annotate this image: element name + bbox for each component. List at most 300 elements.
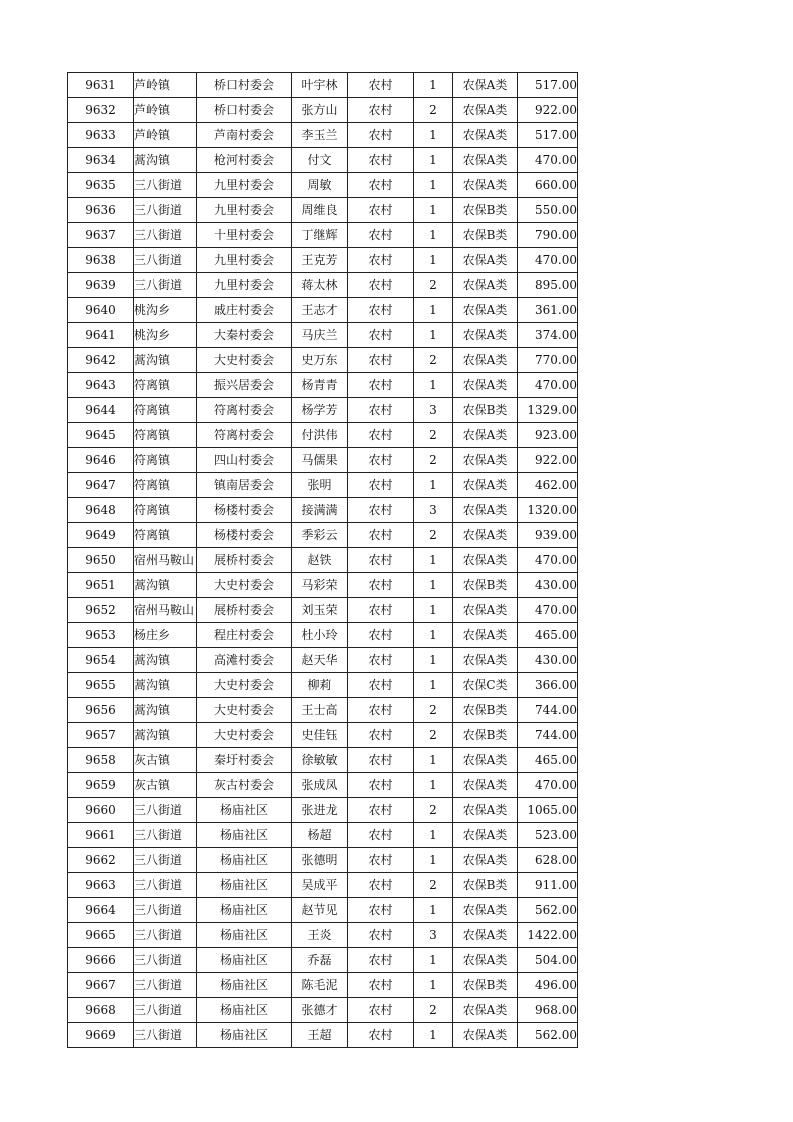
amount-cell: 462.00	[518, 473, 578, 498]
amount-cell: 1422.00	[518, 923, 578, 948]
person-name-cell: 陈毛泥	[292, 973, 348, 998]
person-name-cell: 张德才	[292, 998, 348, 1023]
village-committee-cell: 十里村委会	[197, 223, 292, 248]
person-name-cell: 叶宇林	[292, 73, 348, 98]
amount-cell: 361.00	[518, 298, 578, 323]
record-number-cell: 9651	[68, 573, 134, 598]
person-name-cell: 王超	[292, 1023, 348, 1048]
insurance-category-cell: 农保A类	[453, 298, 518, 323]
record-number-cell: 9635	[68, 173, 134, 198]
household-type-cell: 农村	[348, 98, 414, 123]
table-row	[68, 573, 578, 598]
record-number-cell: 9656	[68, 698, 134, 723]
town-cell: 三八街道	[134, 273, 197, 298]
insurance-category-cell: 农保B类	[453, 198, 518, 223]
town-cell: 三八街道	[134, 798, 197, 823]
insurance-category-cell: 农保A类	[453, 848, 518, 873]
record-number-cell: 9638	[68, 248, 134, 273]
table-row	[68, 773, 578, 798]
town-cell: 符离镇	[134, 498, 197, 523]
amount-cell: 628.00	[518, 848, 578, 873]
person-name-cell: 刘玉荣	[292, 598, 348, 623]
village-committee-cell: 振兴居委会	[197, 373, 292, 398]
town-cell: 三八街道	[134, 873, 197, 898]
insurance-category-cell: 农保A类	[453, 923, 518, 948]
insurance-category-cell: 农保A类	[453, 648, 518, 673]
record-number-cell: 9641	[68, 323, 134, 348]
amount-cell: 496.00	[518, 973, 578, 998]
household-type-cell: 农村	[348, 798, 414, 823]
village-committee-cell: 杨楼村委会	[197, 523, 292, 548]
household-type-cell: 农村	[348, 873, 414, 898]
amount-cell: 1329.00	[518, 398, 578, 423]
record-number-cell: 9649	[68, 523, 134, 548]
person-name-cell: 马儒果	[292, 448, 348, 473]
amount-cell: 562.00	[518, 898, 578, 923]
amount-cell: 523.00	[518, 823, 578, 848]
village-committee-cell: 枪河村委会	[197, 148, 292, 173]
town-cell: 蒿沟镇	[134, 573, 197, 598]
household-type-cell: 农村	[348, 898, 414, 923]
village-committee-cell: 秦圩村委会	[197, 748, 292, 773]
person-name-cell: 李玉兰	[292, 123, 348, 148]
town-cell: 芦岭镇	[134, 123, 197, 148]
town-cell: 三八街道	[134, 848, 197, 873]
table-row	[68, 998, 578, 1023]
record-number-cell: 9665	[68, 923, 134, 948]
table-row	[68, 248, 578, 273]
village-committee-cell: 大史村委会	[197, 348, 292, 373]
household-type-cell: 农村	[348, 698, 414, 723]
record-number-cell: 9640	[68, 298, 134, 323]
village-committee-cell: 大史村委会	[197, 723, 292, 748]
household-type-cell: 农村	[348, 823, 414, 848]
amount-cell: 517.00	[518, 73, 578, 98]
amount-cell: 517.00	[518, 123, 578, 148]
record-number-cell: 9661	[68, 823, 134, 848]
insurance-category-cell: 农保B类	[453, 223, 518, 248]
record-number-cell: 9634	[68, 148, 134, 173]
amount-cell: 470.00	[518, 548, 578, 573]
amount-cell: 470.00	[518, 248, 578, 273]
record-number-cell: 9631	[68, 73, 134, 98]
household-type-cell: 农村	[348, 1023, 414, 1048]
town-cell: 三八街道	[134, 198, 197, 223]
town-cell: 三八街道	[134, 898, 197, 923]
table-row	[68, 598, 578, 623]
household-type-cell: 农村	[348, 248, 414, 273]
table-row	[68, 873, 578, 898]
amount-cell: 790.00	[518, 223, 578, 248]
person-name-cell: 张明	[292, 473, 348, 498]
insurance-category-cell: 农保A类	[453, 748, 518, 773]
record-number-cell: 9662	[68, 848, 134, 873]
person-count-cell: 1	[414, 973, 453, 998]
town-cell: 符离镇	[134, 398, 197, 423]
person-name-cell: 杨学芳	[292, 398, 348, 423]
insurance-category-cell: 农保B类	[453, 873, 518, 898]
table-row	[68, 273, 578, 298]
household-type-cell: 农村	[348, 298, 414, 323]
insurance-category-cell: 农保A类	[453, 423, 518, 448]
insurance-category-cell: 农保A类	[453, 498, 518, 523]
insurance-category-cell: 农保A类	[453, 598, 518, 623]
amount-cell: 465.00	[518, 748, 578, 773]
insurance-category-cell: 农保A类	[453, 123, 518, 148]
person-count-cell: 1	[414, 573, 453, 598]
household-type-cell: 农村	[348, 398, 414, 423]
town-cell: 符离镇	[134, 423, 197, 448]
record-number-cell: 9654	[68, 648, 134, 673]
person-name-cell: 史佳钰	[292, 723, 348, 748]
person-count-cell: 1	[414, 648, 453, 673]
insurance-category-cell: 农保A类	[453, 73, 518, 98]
town-cell: 桃沟乡	[134, 298, 197, 323]
insurance-category-cell: 农保A类	[453, 623, 518, 648]
household-type-cell: 农村	[348, 498, 414, 523]
household-type-cell: 农村	[348, 273, 414, 298]
household-type-cell: 农村	[348, 448, 414, 473]
household-type-cell: 农村	[348, 923, 414, 948]
village-committee-cell: 高滩村委会	[197, 648, 292, 673]
amount-cell: 1320.00	[518, 498, 578, 523]
person-name-cell: 赵节见	[292, 898, 348, 923]
insurance-category-cell: 农保A类	[453, 823, 518, 848]
insurance-category-cell: 农保A类	[453, 273, 518, 298]
town-cell: 三八街道	[134, 173, 197, 198]
person-count-cell: 1	[414, 123, 453, 148]
person-name-cell: 蒋太林	[292, 273, 348, 298]
village-committee-cell: 符离村委会	[197, 398, 292, 423]
person-count-cell: 1	[414, 773, 453, 798]
table-row	[68, 298, 578, 323]
village-committee-cell: 符离村委会	[197, 423, 292, 448]
town-cell: 符离镇	[134, 373, 197, 398]
person-count-cell: 1	[414, 73, 453, 98]
amount-cell: 922.00	[518, 448, 578, 473]
insurance-category-cell: 农保B类	[453, 398, 518, 423]
person-name-cell: 王克芳	[292, 248, 348, 273]
record-number-cell: 9632	[68, 98, 134, 123]
town-cell: 灰古镇	[134, 773, 197, 798]
person-name-cell: 周维良	[292, 198, 348, 223]
roster-table-body	[68, 73, 578, 1048]
household-type-cell: 农村	[348, 648, 414, 673]
table-row	[68, 548, 578, 573]
table-row	[68, 648, 578, 673]
village-committee-cell: 灰古村委会	[197, 773, 292, 798]
person-count-cell: 2	[414, 998, 453, 1023]
town-cell: 符离镇	[134, 473, 197, 498]
town-cell: 宿州马鞍山	[134, 598, 197, 623]
village-committee-cell: 四山村委会	[197, 448, 292, 473]
person-count-cell: 1	[414, 173, 453, 198]
insurance-category-cell: 农保A类	[453, 373, 518, 398]
household-type-cell: 农村	[348, 773, 414, 798]
insurance-category-cell: 农保B类	[453, 573, 518, 598]
person-name-cell: 赵天华	[292, 648, 348, 673]
record-number-cell: 9633	[68, 123, 134, 148]
table-row	[68, 498, 578, 523]
person-count-cell: 2	[414, 873, 453, 898]
insurance-category-cell: 农保A类	[453, 898, 518, 923]
record-number-cell: 9650	[68, 548, 134, 573]
insurance-category-cell: 农保A类	[453, 1023, 518, 1048]
person-name-cell: 季彩云	[292, 523, 348, 548]
person-name-cell: 徐敏敏	[292, 748, 348, 773]
record-number-cell: 9668	[68, 998, 134, 1023]
person-count-cell: 2	[414, 423, 453, 448]
record-number-cell: 9652	[68, 598, 134, 623]
person-name-cell: 杨青青	[292, 373, 348, 398]
person-count-cell: 1	[414, 298, 453, 323]
table-row	[68, 123, 578, 148]
village-committee-cell: 大史村委会	[197, 673, 292, 698]
household-type-cell: 农村	[348, 523, 414, 548]
person-name-cell: 马庆兰	[292, 323, 348, 348]
person-count-cell: 3	[414, 498, 453, 523]
household-type-cell: 农村	[348, 473, 414, 498]
town-cell: 蒿沟镇	[134, 348, 197, 373]
amount-cell: 550.00	[518, 198, 578, 223]
town-cell: 桃沟乡	[134, 323, 197, 348]
village-committee-cell: 展桥村委会	[197, 548, 292, 573]
amount-cell: 465.00	[518, 623, 578, 648]
table-row	[68, 723, 578, 748]
insurance-category-cell: 农保B类	[453, 698, 518, 723]
household-type-cell: 农村	[348, 123, 414, 148]
village-committee-cell: 九里村委会	[197, 173, 292, 198]
village-committee-cell: 大史村委会	[197, 698, 292, 723]
amount-cell: 744.00	[518, 698, 578, 723]
village-committee-cell: 大秦村委会	[197, 323, 292, 348]
person-count-cell: 1	[414, 248, 453, 273]
insurance-category-cell: 农保A类	[453, 548, 518, 573]
insurance-category-cell: 农保A类	[453, 523, 518, 548]
town-cell: 三八街道	[134, 1023, 197, 1048]
person-count-cell: 2	[414, 723, 453, 748]
household-type-cell: 农村	[348, 748, 414, 773]
table-row	[68, 748, 578, 773]
person-name-cell: 丁继辉	[292, 223, 348, 248]
person-count-cell: 1	[414, 548, 453, 573]
table-row	[68, 98, 578, 123]
table-row	[68, 898, 578, 923]
town-cell: 三八街道	[134, 923, 197, 948]
amount-cell: 430.00	[518, 648, 578, 673]
household-type-cell: 农村	[348, 148, 414, 173]
person-count-cell: 1	[414, 948, 453, 973]
town-cell: 蒿沟镇	[134, 148, 197, 173]
person-count-cell: 1	[414, 323, 453, 348]
village-committee-cell: 芦南村委会	[197, 123, 292, 148]
table-row	[68, 173, 578, 198]
amount-cell: 562.00	[518, 1023, 578, 1048]
insurance-category-cell: 农保A类	[453, 448, 518, 473]
town-cell: 杨庄乡	[134, 623, 197, 648]
person-count-cell: 1	[414, 223, 453, 248]
record-number-cell: 9669	[68, 1023, 134, 1048]
amount-cell: 470.00	[518, 373, 578, 398]
record-number-cell: 9646	[68, 448, 134, 473]
record-number-cell: 9663	[68, 873, 134, 898]
table-row	[68, 373, 578, 398]
person-name-cell: 赵铁	[292, 548, 348, 573]
household-type-cell: 农村	[348, 723, 414, 748]
table-row	[68, 923, 578, 948]
person-count-cell: 2	[414, 698, 453, 723]
amount-cell: 923.00	[518, 423, 578, 448]
record-number-cell: 9637	[68, 223, 134, 248]
table-row	[68, 323, 578, 348]
household-type-cell: 农村	[348, 573, 414, 598]
person-count-cell: 1	[414, 848, 453, 873]
amount-cell: 504.00	[518, 948, 578, 973]
insurance-category-cell: 农保C类	[453, 673, 518, 698]
insurance-category-cell: 农保A类	[453, 148, 518, 173]
person-count-cell: 1	[414, 198, 453, 223]
insurance-category-cell: 农保A类	[453, 798, 518, 823]
household-type-cell: 农村	[348, 373, 414, 398]
insurance-category-cell: 农保A类	[453, 348, 518, 373]
household-type-cell: 农村	[348, 598, 414, 623]
table-row	[68, 948, 578, 973]
amount-cell: 660.00	[518, 173, 578, 198]
village-committee-cell: 杨庙社区	[197, 898, 292, 923]
person-count-cell: 2	[414, 798, 453, 823]
insurance-category-cell: 农保A类	[453, 323, 518, 348]
town-cell: 芦岭镇	[134, 73, 197, 98]
person-name-cell: 张成凤	[292, 773, 348, 798]
record-number-cell: 9659	[68, 773, 134, 798]
town-cell: 蒿沟镇	[134, 648, 197, 673]
person-name-cell: 王炎	[292, 923, 348, 948]
person-count-cell: 2	[414, 273, 453, 298]
amount-cell: 470.00	[518, 148, 578, 173]
household-type-cell: 农村	[348, 423, 414, 448]
record-number-cell: 9647	[68, 473, 134, 498]
record-number-cell: 9645	[68, 423, 134, 448]
town-cell: 三八街道	[134, 823, 197, 848]
village-committee-cell: 杨庙社区	[197, 973, 292, 998]
household-type-cell: 农村	[348, 548, 414, 573]
person-count-cell: 1	[414, 373, 453, 398]
amount-cell: 744.00	[518, 723, 578, 748]
town-cell: 芦岭镇	[134, 98, 197, 123]
table-row	[68, 823, 578, 848]
town-cell: 三八街道	[134, 973, 197, 998]
table-row	[68, 423, 578, 448]
table-row	[68, 448, 578, 473]
amount-cell: 911.00	[518, 873, 578, 898]
record-number-cell: 9644	[68, 398, 134, 423]
subsidy-roster-table	[67, 72, 578, 1048]
town-cell: 符离镇	[134, 448, 197, 473]
town-cell: 三八街道	[134, 223, 197, 248]
person-name-cell: 王士高	[292, 698, 348, 723]
person-count-cell: 1	[414, 473, 453, 498]
amount-cell: 939.00	[518, 523, 578, 548]
table-row	[68, 673, 578, 698]
person-name-cell: 马彩荣	[292, 573, 348, 598]
person-count-cell: 1	[414, 748, 453, 773]
village-committee-cell: 桥口村委会	[197, 98, 292, 123]
person-name-cell: 柳莉	[292, 673, 348, 698]
village-committee-cell: 杨庙社区	[197, 948, 292, 973]
person-count-cell: 3	[414, 923, 453, 948]
person-count-cell: 1	[414, 823, 453, 848]
town-cell: 蒿沟镇	[134, 698, 197, 723]
person-name-cell: 乔磊	[292, 948, 348, 973]
table-row	[68, 698, 578, 723]
village-committee-cell: 大史村委会	[197, 573, 292, 598]
village-committee-cell: 杨楼村委会	[197, 498, 292, 523]
insurance-category-cell: 农保A类	[453, 948, 518, 973]
amount-cell: 1065.00	[518, 798, 578, 823]
person-name-cell: 付文	[292, 148, 348, 173]
insurance-category-cell: 农保A类	[453, 773, 518, 798]
town-cell: 灰古镇	[134, 748, 197, 773]
insurance-category-cell: 农保B类	[453, 723, 518, 748]
record-number-cell: 9664	[68, 898, 134, 923]
person-count-cell: 1	[414, 898, 453, 923]
household-type-cell: 农村	[348, 348, 414, 373]
town-cell: 符离镇	[134, 523, 197, 548]
table-row	[68, 348, 578, 373]
village-committee-cell: 杨庙社区	[197, 798, 292, 823]
table-row	[68, 1023, 578, 1048]
person-count-cell: 2	[414, 98, 453, 123]
town-cell: 蒿沟镇	[134, 723, 197, 748]
table-row	[68, 848, 578, 873]
household-type-cell: 农村	[348, 673, 414, 698]
person-name-cell: 杜小玲	[292, 623, 348, 648]
village-committee-cell: 杨庙社区	[197, 998, 292, 1023]
table-row	[68, 973, 578, 998]
person-count-cell: 1	[414, 1023, 453, 1048]
household-type-cell: 农村	[348, 948, 414, 973]
person-count-cell: 1	[414, 148, 453, 173]
amount-cell: 895.00	[518, 273, 578, 298]
table-row	[68, 198, 578, 223]
insurance-category-cell: 农保A类	[453, 173, 518, 198]
village-committee-cell: 展桥村委会	[197, 598, 292, 623]
household-type-cell: 农村	[348, 848, 414, 873]
amount-cell: 470.00	[518, 773, 578, 798]
household-type-cell: 农村	[348, 198, 414, 223]
insurance-category-cell: 农保B类	[453, 973, 518, 998]
person-count-cell: 1	[414, 598, 453, 623]
person-count-cell: 2	[414, 448, 453, 473]
village-committee-cell: 桥口村委会	[197, 73, 292, 98]
table-row	[68, 148, 578, 173]
household-type-cell: 农村	[348, 73, 414, 98]
village-committee-cell: 镇南居委会	[197, 473, 292, 498]
record-number-cell: 9655	[68, 673, 134, 698]
household-type-cell: 农村	[348, 623, 414, 648]
person-name-cell: 吴成平	[292, 873, 348, 898]
person-count-cell: 2	[414, 348, 453, 373]
household-type-cell: 农村	[348, 173, 414, 198]
insurance-category-cell: 农保A类	[453, 998, 518, 1023]
amount-cell: 366.00	[518, 673, 578, 698]
person-name-cell: 张进龙	[292, 798, 348, 823]
person-name-cell: 杨超	[292, 823, 348, 848]
record-number-cell: 9660	[68, 798, 134, 823]
amount-cell: 770.00	[518, 348, 578, 373]
person-name-cell: 接满满	[292, 498, 348, 523]
person-count-cell: 1	[414, 623, 453, 648]
